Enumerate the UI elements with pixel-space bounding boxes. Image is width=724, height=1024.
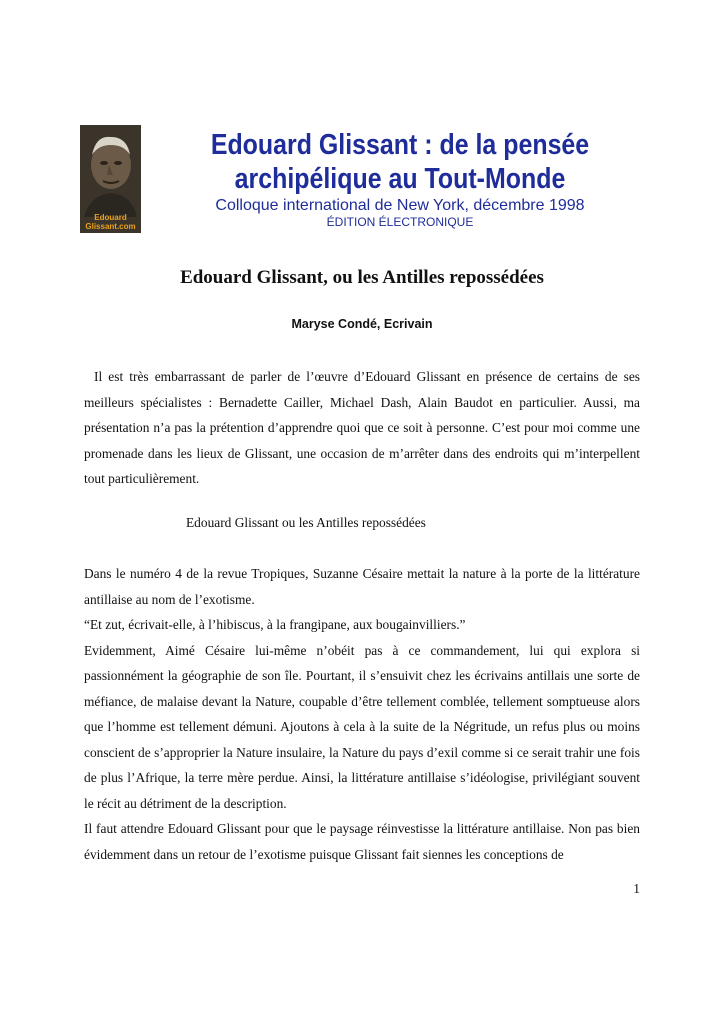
intro-paragraph-block	[84, 364, 640, 492]
edouard-glissant-logo[interactable]	[80, 125, 141, 233]
colloquium-title-line2: archipélique au Tout-Monde	[234, 163, 566, 195]
article-author: Maryse Condé, Ecrivain	[291, 317, 433, 331]
body-paragraph: Dans le numéro 4 de la revue Tropiques, Suzanne Césaire mettait la nature à la porte de la littérature antillaise au nom de l’exotisme.	[84, 566, 640, 607]
logo-text-line1: Edouard	[94, 213, 127, 222]
body-paragraph: “Et zut, écrivait-elle, à l’hibiscus, à la frangipane, aux bougainvilliers.”	[84, 617, 466, 632]
body-paragraph: Evidemment, Aimé Césaire lui-même n’obéit pas à ce commandement, lui qui explora si passionnément la géographie de son île. Pourtant, il s’ensuivit chez les écrivains antillais une sorte de méfiance, de malaise devant la Nature, coupable d’être tellement comblée, tellement somptueuse alors que l’homme est tellement démuni. Ajoutons à cela à la suite de la Négritude, un refus plus ou moins conscient de s’approprier la Nature insulaire, la Nature du pays d’exil comme si ce serait trahir une fois de plus l’Afrique, la terre mère perdue. Ainsi, la littérature antillaise s’idéologise, privilégiant souvent le récit au détriment de la description.	[84, 642, 640, 811]
colloquium-header	[150, 128, 650, 229]
page-number: 1	[633, 881, 640, 896]
edition-label: ÉDITION ÉLECTRONIQUE	[326, 215, 474, 229]
colloquium-title	[185, 128, 615, 196]
section-heading: Edouard Glissant ou les Antilles repossédées	[186, 515, 426, 530]
logo-text-line2: Glissant.com	[85, 222, 136, 231]
intro-paragraph: Il est très embarrassant de parler de l’œuvre d’Edouard Glissant en présence de certains de ses meilleurs spécialistes : Bernadette Cailler, Michael Dash, Alain Baudot en particulier. Aussi, ma présentation n’a pas la prétention d’apprendre quoi que ce soit à personne. C’est pour moi comme une promenade dans les lieux de Glissant, une occasion de m’arrêter dans des endroits qui m’interpellent tout particulièrement.	[84, 369, 640, 486]
article-title: Edouard Glissant, ou les Antilles repossédées	[180, 267, 544, 288]
colloquium-title-line1: Edouard Glissant : de la pensée	[210, 129, 590, 161]
article-body	[84, 561, 640, 867]
body-paragraph: Il faut attendre Edouard Glissant pour que le paysage réinvestisse la littérature antillaise. Non pas bien évidemment dans un retour de l’exotisme puisque Glissant fait siennes les conceptions de	[84, 821, 640, 862]
colloquium-subtitle: Colloque international de New York, décembre 1998	[215, 197, 585, 214]
logo-text	[80, 213, 141, 231]
